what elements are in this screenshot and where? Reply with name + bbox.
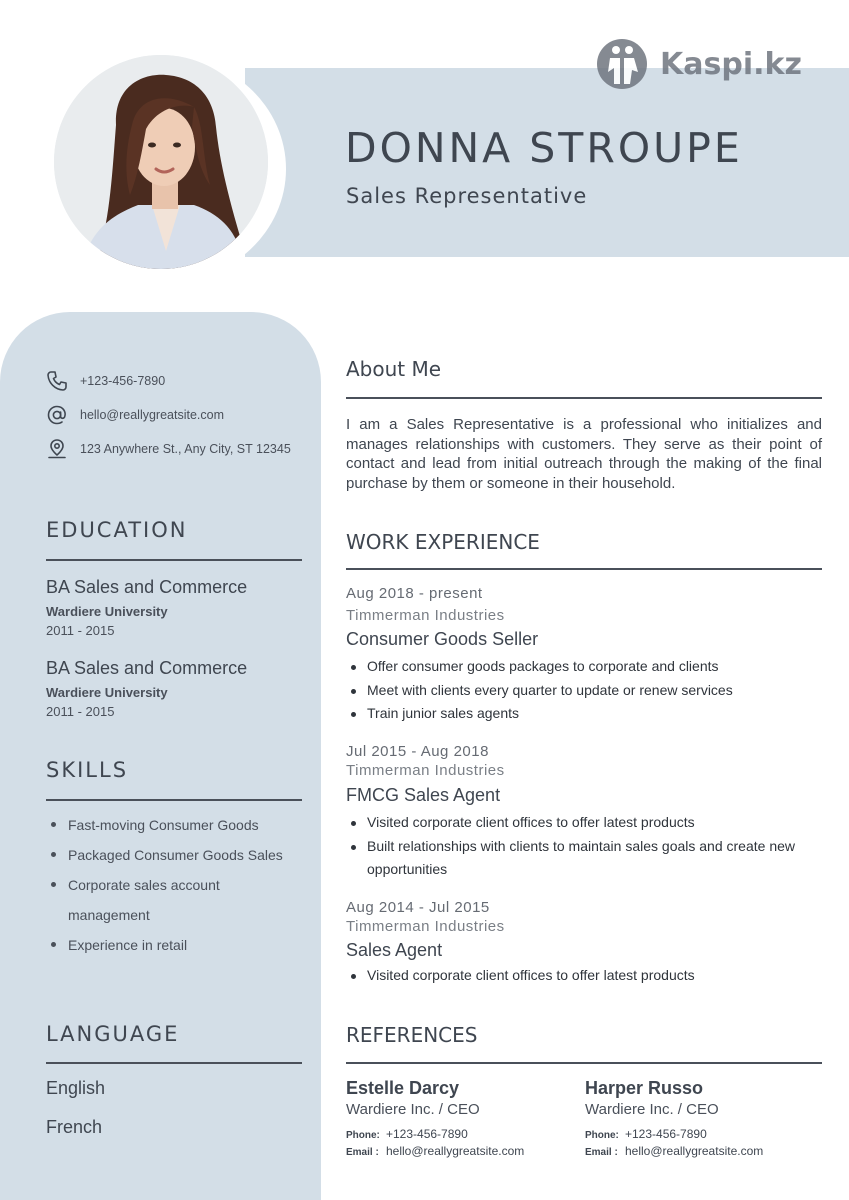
job-bullet: Visited corporate client offices to offer latest products <box>346 964 816 988</box>
contact-email-text: hello@reallygreatsite.com <box>80 408 225 422</box>
reference-name: Harper Russo <box>585 1078 704 1098</box>
contact-address-text: 123 Anywhere St., Any City, ST 12345 <box>80 442 291 456</box>
reference-org: Wardiere Inc. / CEO <box>585 1101 719 1118</box>
reference-email-value: hello@reallygreatsite.com <box>386 1144 525 1158</box>
job-company: Timmerman Industries <box>346 607 505 624</box>
about-divider <box>346 397 822 399</box>
job-bullets <box>346 811 806 882</box>
skill-item: Fast-moving Consumer Goods <box>46 810 296 840</box>
job-bullet: Meet with clients every quarter to update or renew services <box>346 679 816 703</box>
job-role: FMCG Sales Agent <box>346 785 501 805</box>
watermark-text: Kaspi.kz <box>660 46 802 82</box>
job-bullet: Offer consumer goods packages to corporate and clients <box>346 655 816 679</box>
reference-phone <box>585 1127 763 1141</box>
reference-email <box>585 1144 763 1158</box>
kaspi-logo-icon <box>596 38 648 90</box>
skills-divider <box>46 799 302 801</box>
job-dates: Aug 2018 - present <box>346 585 483 602</box>
references-divider <box>346 1062 822 1064</box>
education-years: 2011 - 2015 <box>46 623 115 638</box>
reference-email <box>346 1144 524 1158</box>
candidate-title: Sales Representative <box>346 184 588 208</box>
reference-card <box>585 1078 763 1158</box>
education-degree: BA Sales and Commerce <box>46 577 248 597</box>
portrait-photo <box>54 55 268 269</box>
references-heading: REFERENCES <box>346 1023 478 1047</box>
job-bullet: Visited corporate client offices to offer latest products <box>346 811 806 835</box>
job-bullet: Built relationships with clients to maintain sales goals and create new opportunities <box>346 835 806 882</box>
reference-card <box>346 1078 524 1158</box>
language-item: French <box>46 1117 103 1137</box>
contact-address <box>46 438 291 460</box>
education-degree: BA Sales and Commerce <box>46 658 248 678</box>
reference-phone-label: Phone: <box>585 1130 619 1141</box>
language-item: English <box>46 1078 106 1098</box>
language-divider <box>46 1062 302 1064</box>
phone-icon <box>46 370 68 392</box>
skill-item: Corporate sales account management <box>46 870 296 930</box>
contact-phone <box>46 370 165 392</box>
profile-photo <box>54 55 268 269</box>
candidate-name: DONNA STROUPE <box>345 124 743 172</box>
education-divider <box>46 559 302 561</box>
job-bullet: Train junior sales agents <box>346 702 816 726</box>
job-role: Sales Agent <box>346 940 443 960</box>
contact-phone-text: +123-456-7890 <box>80 374 166 388</box>
job-bullets <box>346 655 816 726</box>
at-sign-icon <box>46 404 68 426</box>
skills-heading: SKILLS <box>46 758 129 782</box>
work-divider <box>346 568 822 570</box>
job-bullets <box>346 964 816 988</box>
job-role: Consumer Goods Seller <box>346 629 539 649</box>
reference-email-value: hello@reallygreatsite.com <box>625 1144 764 1158</box>
skill-item: Packaged Consumer Goods Sales <box>46 840 296 870</box>
job-dates: Jul 2015 - Aug 2018 <box>346 743 489 760</box>
contact-email <box>46 404 224 426</box>
reference-phone <box>346 1127 524 1141</box>
education-school: Wardiere University <box>46 604 168 619</box>
skill-item: Experience in retail <box>46 930 296 960</box>
reference-email-label: Email : <box>585 1147 618 1158</box>
reference-phone-value: +123-456-7890 <box>625 1127 707 1141</box>
about-text: I am a Sales Representative is a professional who initializes and manages relationships with customers. They serve as their point of contact and lead from initial outreach through the making of the final purchase by them or someone in their household. <box>346 416 822 492</box>
job-company: Timmerman Industries <box>346 918 505 935</box>
skills-list <box>46 810 296 960</box>
reference-org: Wardiere Inc. / CEO <box>346 1101 480 1118</box>
language-heading: LANGUAGE <box>46 1022 180 1046</box>
reference-email-label: Email : <box>346 1147 379 1158</box>
education-heading: EDUCATION <box>46 518 188 542</box>
education-school: Wardiere University <box>46 685 168 700</box>
location-pin-icon <box>46 438 68 460</box>
job-dates: Aug 2014 - Jul 2015 <box>346 899 490 916</box>
reference-phone-label: Phone: <box>346 1130 380 1141</box>
education-years: 2011 - 2015 <box>46 704 115 719</box>
about-heading: About Me <box>346 357 442 381</box>
watermark <box>596 38 802 90</box>
job-company: Timmerman Industries <box>346 762 505 779</box>
reference-phone-value: +123-456-7890 <box>386 1127 468 1141</box>
reference-name: Estelle Darcy <box>346 1078 460 1098</box>
work-heading: WORK EXPERIENCE <box>346 530 540 554</box>
